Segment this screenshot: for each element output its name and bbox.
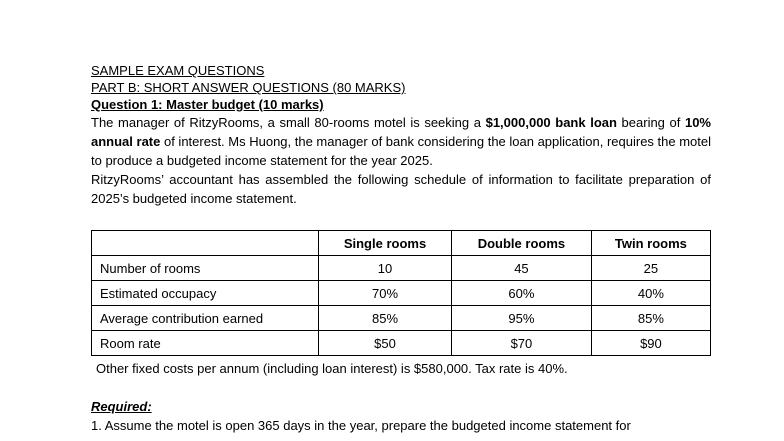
title-sample-exam: SAMPLE EXAM QUESTIONS (91, 63, 265, 78)
title-question-1: Question 1: Master budget (10 marks) (91, 97, 324, 112)
table-row (92, 306, 711, 331)
cell-value: 85% (319, 306, 452, 331)
loan-amount: $1,000,000 bank loan (485, 115, 617, 130)
cell-value: 60% (452, 281, 592, 306)
intro-text-a: The manager of RitzyRooms, a small 80-rooms motel is seeking a (91, 115, 486, 130)
cell-value: $50 (319, 331, 452, 356)
cell-value: 70% (319, 281, 452, 306)
cell-value: 25 (591, 256, 710, 281)
row-label: Estimated occupacy (92, 281, 319, 306)
table-header-double: Double rooms (452, 231, 592, 256)
table-row (92, 281, 711, 306)
interest-rate: 10% annual rate (91, 115, 711, 149)
room-schedule-table (91, 230, 711, 356)
cell-value: 85% (591, 306, 710, 331)
cell-value: 10 (319, 256, 452, 281)
required-question-1: 1. Assume the motel is open 365 days in the year, prepare the budgeted income statement for (91, 418, 631, 433)
cell-value: 40% (591, 281, 710, 306)
table-header-blank (92, 231, 319, 256)
intro-paragraph-2: RitzyRooms’ accountant has assembled the following schedule of information to facilitate preparation of 2025’s budgeted income statement. (91, 172, 711, 206)
cell-value: 45 (452, 256, 592, 281)
intro-paragraph-1 (91, 113, 711, 170)
table-row (92, 331, 711, 356)
title-part-b: PART B: SHORT ANSWER QUESTIONS (80 MARKS) (91, 80, 406, 95)
row-label: Room rate (92, 331, 319, 356)
document-body (91, 62, 711, 208)
fixed-costs-note: Other fixed costs per annum (including loan interest) is $580,000. Tax rate is 40%. (96, 361, 568, 376)
table-row (92, 256, 711, 281)
intro-text-c: of interest. Ms Huong, the manager of bank considering the loan application, requires the motel to produce a budgeted income statement for the year 2025. (91, 134, 712, 168)
table-header-row (92, 231, 711, 256)
cell-value: $90 (591, 331, 710, 356)
row-label: Number of rooms (92, 256, 319, 281)
table-header-single: Single rooms (319, 231, 452, 256)
table-header-twin: Twin rooms (591, 231, 710, 256)
intro-text-b: bearing of (616, 115, 685, 130)
required-heading: Required: (91, 399, 152, 414)
cell-value: 95% (452, 306, 592, 331)
cell-value: $70 (452, 331, 592, 356)
row-label: Average contribution earned (92, 306, 319, 331)
